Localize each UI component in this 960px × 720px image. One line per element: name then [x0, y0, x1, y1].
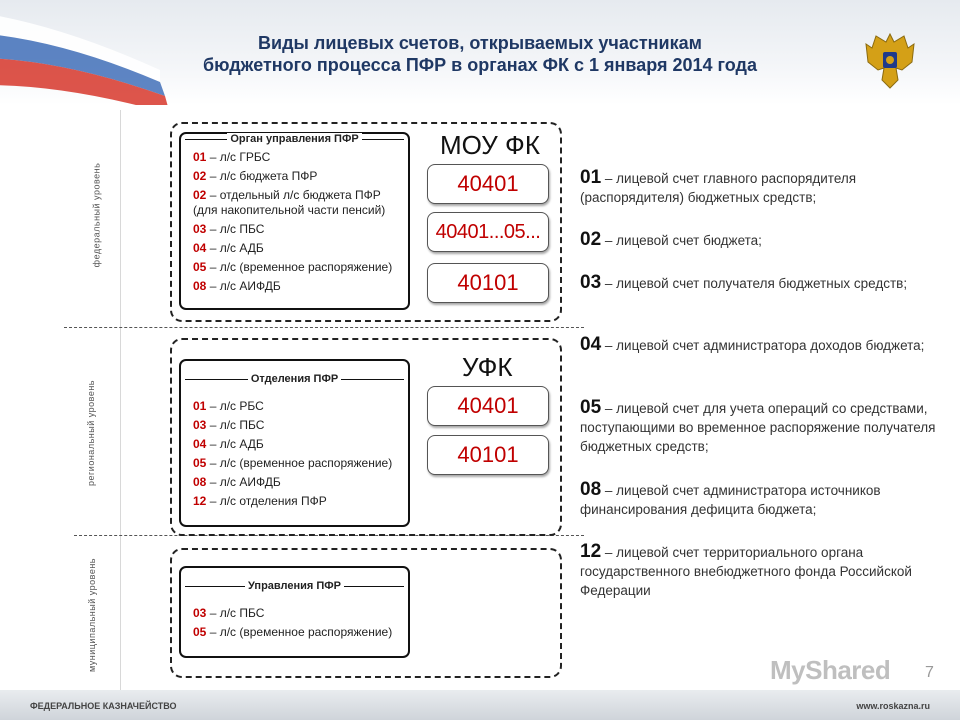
list-item: 02 – л/с бюджета ПФР	[193, 169, 318, 183]
legend-item: 03 – лицевой счет получателя бюджетных средств;	[580, 272, 908, 293]
municipal-org-box	[179, 566, 410, 658]
slide-footer	[0, 690, 960, 720]
regional-level-label: региональный уровень	[85, 380, 96, 486]
list-item: 03 – л/с ПБС	[193, 222, 265, 236]
federal-regional-separator	[64, 327, 584, 328]
federal-org-box	[179, 132, 410, 310]
list-item: 05 – л/с (временное распоряжение)	[193, 625, 393, 639]
municipal-level-label: муниципальный уровень	[87, 557, 98, 673]
level-divider-line	[120, 110, 121, 695]
list-item: 03 – л/с ПБС	[193, 418, 265, 432]
slide-header	[0, 0, 960, 105]
page-number: 7	[925, 664, 934, 681]
list-item: 03 – л/с ПБС	[193, 606, 265, 620]
footer-website-link[interactable]: www.roskazna.ru	[856, 701, 930, 711]
list-item: 08 – л/с АИФДБ	[193, 475, 281, 489]
footer-organization: ФЕДЕРАЛЬНОЕ КАЗНАЧЕЙСТВО	[30, 701, 177, 711]
account-box: 40401	[427, 164, 549, 204]
list-item: 04 – л/с АДБ	[193, 241, 264, 255]
list-item: 04 – л/с АДБ	[193, 437, 264, 451]
page-title: Виды лицевых счетов, открываемых участникам бюджетного процесса ПФР в органах ФК с 1 января 2014 года	[203, 33, 757, 75]
list-item: 05 – л/с (временное распоряжение)	[193, 260, 393, 274]
list-item: 05 – л/с (временное распоряжение)	[193, 456, 393, 470]
legend-item: 08 – лицевой счет администратора источников финансирования дефицита бюджета;	[580, 479, 881, 517]
list-item: 12 – л/с отделения ПФР	[193, 494, 327, 508]
myshared-watermark: MyShared	[770, 655, 891, 685]
municipal-org-title: Управления ПФР	[181, 580, 408, 592]
account-box: 40401	[427, 386, 549, 426]
account-box: 40401...05...	[427, 212, 549, 252]
federal-accounts-title: МОУ ФК	[440, 130, 540, 160]
regional-accounts-title: УФК	[462, 352, 513, 382]
list-item: 02 – отдельный л/с бюджета ПФР (для накопительной части пенсий)	[193, 188, 386, 217]
legend-item: 01 – лицевой счет главного распорядителя (распорядителя) бюджетных средств;	[580, 167, 857, 205]
federal-org-title: Орган управления ПФР	[181, 133, 408, 145]
legend-item: 12 – лицевой счет территориального органа государственного внебюджетного фонда Российской Федерации	[580, 541, 912, 598]
list-item: 01 – л/с РБС	[193, 399, 264, 413]
federal-level-label: федеральный уровень	[91, 162, 102, 268]
double-headed-eagle-emblem-icon	[862, 28, 918, 92]
list-item: 08 – л/с АИФДБ	[193, 279, 281, 293]
legend-item: 05 – лицевой счет для учета операций со средствами, поступающими во временное распоряжение получателя бюджетных средств;	[580, 397, 936, 454]
list-item: 01 – л/с ГРБС	[193, 150, 271, 164]
legend-item: 02 – лицевой счет бюджета;	[580, 229, 762, 250]
account-box: 40101	[427, 435, 549, 475]
account-box: 40101	[427, 263, 549, 303]
regional-org-box	[179, 359, 410, 527]
regional-org-title: Отделения ПФР	[181, 373, 408, 385]
legend-item: 04 – лицевой счет администратора доходов бюджета;	[580, 334, 925, 355]
